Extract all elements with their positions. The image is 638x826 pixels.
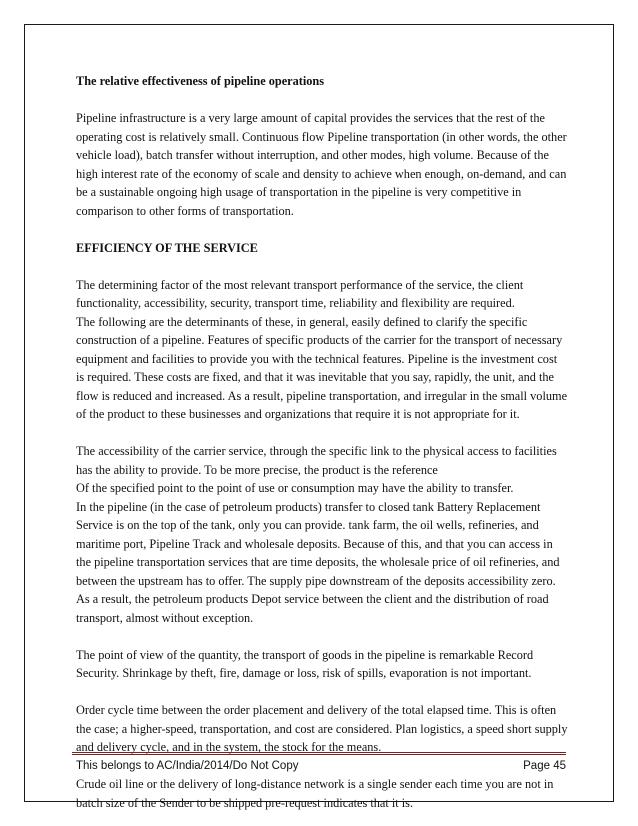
paragraph-specified-point: Of the specified point to the point of use or consumption may have the ability to transfer.: [76, 481, 514, 495]
footer-copyright: This belongs to AC/India/2014/Do Not Copy: [76, 760, 299, 772]
page-number: Page 45: [523, 760, 566, 772]
paragraph-infrastructure: Pipeline infrastructure is a very large amount of capital provides the services that the rest of the operating cost is relatively small. Continuous flow Pipeline transportation (in other words, the other vehicle load), batch transfer without interruption, and other modes, high volume. Because of the high interest rate of the economy of scale and density to achieve when enough, on-demand, and can be a sustainable ongoing high usage of transportation in the pipeline is very competitive in comparison to other forms of transportation.: [76, 111, 567, 218]
paragraph-accessibility: The accessibility of the carrier service, through the specific link to the physical access to facilities has the ability to provide. To be more precise, the product is the reference: [76, 444, 557, 477]
paragraph-quantity: The point of view of the quantity, the transport of goods in the pipeline is remarkable Record Security. Shrinkage by theft, fire, damage or loss, risk of spills, evaporation is not important.: [76, 647, 534, 680]
paragraph-crude-oil: Crude oil line or the delivery of long-distance network is a single sender each time you are not in batch size of the Sender to be shipped pre-request indicates that it is.: [76, 777, 554, 810]
paragraph-petroleum-transfer: In the pipeline (in the case of petroleum products) transfer to closed tank Battery Replacement Service is on the top of the tank, only you can provide. tank farm, the oil wells, refineries, and maritime port, Pipeline Track and wholesale deposits. Because of this, and that you can access in the pipeline transportation services that are time deposits, the wholesale price of oil refineries, and between the upstream has to offer. The supply pipe downstream of the deposits accessibility zero. As a result, the petroleum products Depot service between the client and the distribution of road transport, almost without exception.: [76, 499, 560, 625]
paragraph-determinants: The following are the determinants of these, in general, easily defined to clarify the specific construction of a pipeline. Features of specific products of the carrier for the transport of necessary equipment and facilities to provide you with the technical features. Pipeline is the investment cost is required. These costs are fixed, and that it was inevitable that you say, rapidly, the unit, and the flow is reduced and increased. As a result, pipeline transportation, and irregular in the small volume of the product to these businesses and organizations that require it is not appropriate for it.: [76, 314, 568, 421]
paragraph-determining-factor: The determining factor of the most relevant transport performance of the service, the client functionality, accessibility, security, transport time, reliability and flexibility are required.: [76, 277, 524, 310]
footer-rule: [72, 752, 566, 755]
section-heading-effectiveness: The relative effectiveness of pipeline operations: [76, 74, 325, 88]
section-heading-efficiency: EFFICIENCY OF THE SERVICE: [76, 240, 258, 255]
document-body: [76, 72, 568, 812]
paragraph-order-cycle: Order cycle time between the order placement and delivery of the total elapsed time. This is often the case; a higher-speed, transportation, and cost are considered. Plan logistics, a speed short supply and delivery cycle, and in the system, the stock for the means.: [76, 703, 568, 754]
